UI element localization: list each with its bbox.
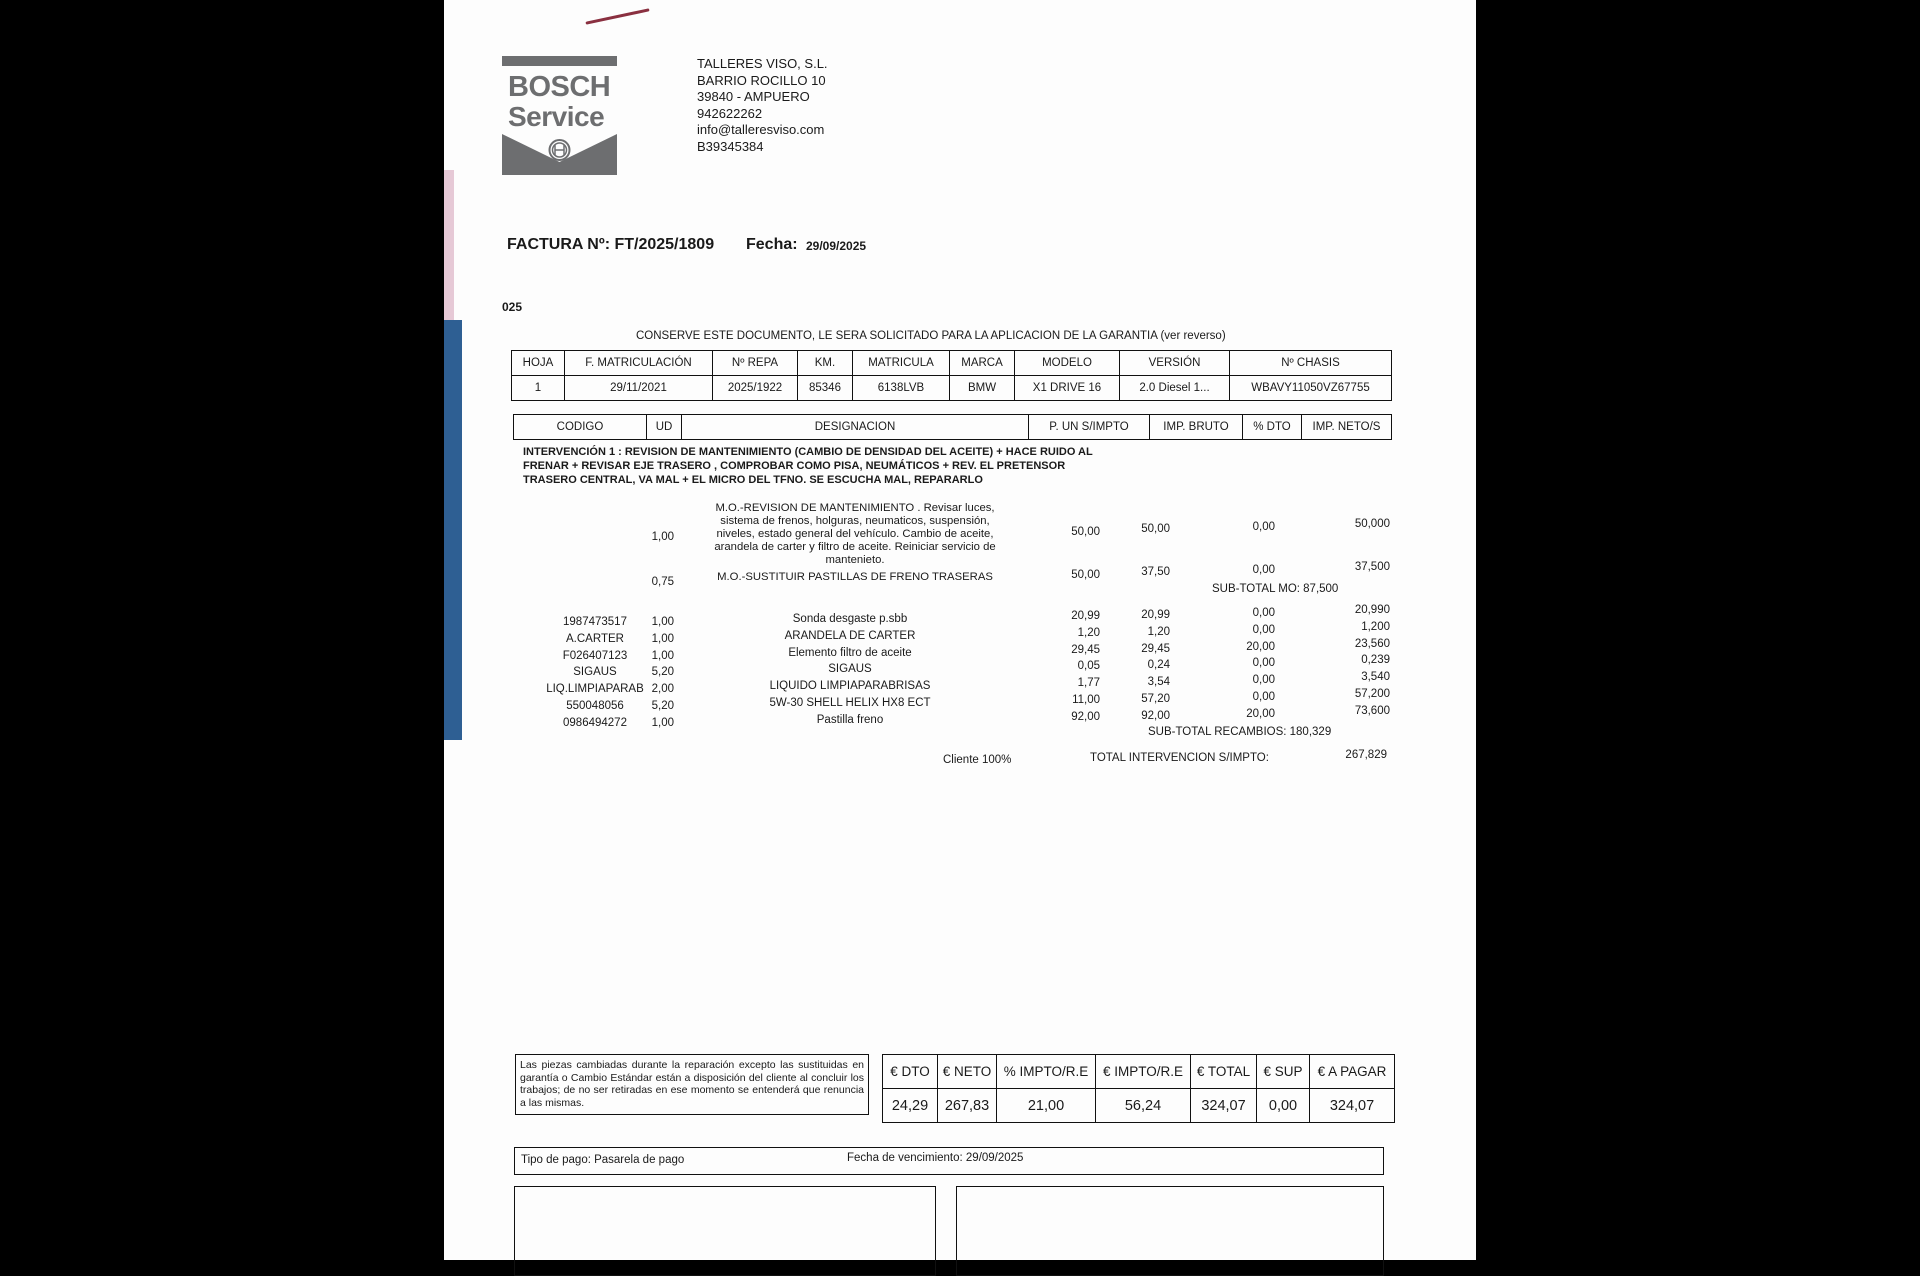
labor-description-line: M.O.-REVISION DE MANTENIMIENTO . Revisar luces,: [715, 502, 995, 514]
vehicle-header-cell: F. MATRICULACIÓN: [565, 351, 713, 376]
vehicle-value-cell: BMW: [950, 376, 1015, 401]
labor-gross: 37,50: [1141, 566, 1170, 578]
part-description: SIGAUS: [828, 663, 872, 676]
lines-header-cell: P. UN S/IMPTO: [1029, 415, 1150, 440]
part-description: 5W-30 SHELL HELIX HX8 ECT: [769, 697, 931, 709]
part-gross: 1,20: [1147, 625, 1170, 638]
vehicle-table: [511, 350, 1392, 401]
part-description: ARANDELA DE CARTER: [784, 629, 916, 642]
part-ud: 1,00: [651, 649, 674, 662]
part-ud: 5,20: [651, 666, 674, 679]
labor-description: [690, 502, 1020, 567]
part-gross: 20,99: [1141, 609, 1170, 621]
part-net: 57,200: [1354, 688, 1390, 700]
part-dto: 20,00: [1246, 640, 1275, 653]
totals-header-cell: € SUP: [1257, 1055, 1310, 1089]
labor-net: 37,500: [1354, 561, 1390, 573]
totals-header-cell: € DTO: [883, 1055, 938, 1089]
part-ud: 1,00: [651, 632, 674, 645]
signature-box-left: [514, 1186, 936, 1276]
intervention-title-line: INTERVENCIÓN 1 : REVISION DE MANTENIMIENTO (CAMBIO DE DENSIDAD DEL ACEITE) + HACE RUIDO AL: [523, 446, 1093, 458]
totals-header-row: [883, 1055, 1395, 1089]
part-net: 1,200: [1361, 620, 1390, 633]
part-dto: 0,00: [1252, 607, 1275, 619]
part-description: Sonda desgaste p.sbb: [792, 613, 908, 625]
part-description: LIQUIDO LIMPIAPARABRISAS: [769, 680, 931, 693]
part-price: 29,45: [1071, 643, 1100, 656]
totals-header-cell: € NETO: [938, 1055, 997, 1089]
lines-header-cell: DESIGNACION: [682, 415, 1029, 440]
part-price: 20,99: [1071, 610, 1100, 622]
part-net: 23,560: [1354, 637, 1390, 650]
total-intervention-label: TOTAL INTERVENCION S/IMPTO:: [1090, 752, 1269, 764]
part-price: 0,05: [1077, 660, 1100, 673]
labor-description-line: niveles, estado general del vehículo. Cambio de aceite,: [716, 528, 994, 540]
part-price: 1,20: [1077, 626, 1100, 639]
totals-value-row: [883, 1089, 1395, 1123]
part-ud: 1,00: [651, 716, 674, 729]
lines-header-cell: CODIGO: [514, 415, 647, 440]
part-code: A.CARTER: [566, 632, 624, 645]
bosch-emblem-icon: [502, 134, 617, 175]
part-net: 20,990: [1354, 604, 1390, 616]
part-code: LIQ.LIMPIAPARAB: [546, 683, 644, 696]
vehicle-value-cell: 2.0 Diesel 1...: [1120, 376, 1230, 401]
labor-description: [690, 571, 1020, 584]
lines-header-cell: UD: [647, 415, 682, 440]
totals-value-cell: 21,00: [997, 1089, 1096, 1123]
side-mark: 025: [502, 300, 523, 314]
total-intervention-value: 267,829: [1345, 749, 1387, 761]
labor-net: 50,000: [1354, 518, 1390, 530]
intervention-title: [523, 445, 1093, 487]
signature-box-right: [956, 1186, 1384, 1276]
client-share: Cliente 100%: [943, 754, 1012, 766]
totals-table: [882, 1054, 1395, 1123]
vehicle-header-cell: MATRICULA: [853, 351, 950, 376]
totals-value-cell: 56,24: [1096, 1089, 1191, 1123]
part-code: 0986494272: [563, 716, 627, 729]
lines-header-cell: % DTO: [1243, 415, 1302, 440]
part-net: 73,600: [1354, 704, 1390, 717]
logo-text-bosch: BOSCH: [508, 71, 611, 103]
totals-value-cell: 324,07: [1310, 1089, 1395, 1123]
labor-ud: 0,75: [651, 576, 674, 588]
totals-header-cell: % IMPTO/R.E: [997, 1055, 1096, 1089]
part-net: 0,239: [1361, 654, 1390, 667]
part-dto: 0,00: [1252, 674, 1275, 687]
vehicle-value-cell: WBAVY11050VZ67755: [1230, 376, 1392, 401]
part-code: F026407123: [562, 649, 628, 662]
intervention-title-line: TRASERO CENTRAL, VA MAL + EL MICRO DEL TFNO. SE ESCUCHA MAL, REPARARLO: [523, 474, 983, 486]
logo-bar: [502, 56, 617, 66]
invoice-date: 29/09/2025: [806, 239, 867, 253]
vehicle-header-cell: MODELO: [1015, 351, 1120, 376]
vehicle-value-cell: 85346: [798, 376, 853, 401]
part-ud: 1,00: [651, 616, 674, 628]
labor-description-line: sistema de frenos, holguras, neumaticos, suspensión,: [720, 515, 990, 527]
intervention-title-line: FRENAR + REVISAR EJE TRASERO , COMPROBAR COMO PISA, NEUMÁTICOS + REV. EL PRETENSOR: [523, 460, 1066, 472]
labor-ud: 1,00: [651, 531, 674, 543]
part-price: 11,00: [1072, 694, 1100, 706]
part-gross: 92,00: [1141, 709, 1170, 722]
part-dto: 0,00: [1252, 623, 1275, 636]
totals-value-cell: 24,29: [883, 1089, 938, 1123]
totals-value-cell: 324,07: [1191, 1089, 1257, 1123]
vehicle-header-cell: VERSIÓN: [1120, 351, 1230, 376]
totals-header-cell: € TOTAL: [1191, 1055, 1257, 1089]
subtotal-parts: SUB-TOTAL RECAMBIOS: 180,329: [1148, 726, 1332, 738]
invoice-date-label: Fecha:: [746, 236, 798, 253]
totals-header-cell: € A PAGAR: [1310, 1055, 1395, 1089]
company-cif: B39345384: [697, 138, 764, 154]
part-gross: 0,24: [1147, 659, 1170, 672]
company-city: 39840 - AMPUERO: [697, 89, 810, 104]
payment-type: Tipo de pago: Pasarela de pago: [521, 1154, 685, 1166]
part-ud: 5,20: [651, 700, 674, 712]
vehicle-value-cell: 1: [512, 376, 565, 401]
part-code: 550048056: [566, 700, 624, 712]
part-price: 92,00: [1071, 710, 1100, 723]
company-address: BARRIO ROCILLO 10: [697, 72, 826, 88]
logo-text-service: Service: [508, 101, 605, 132]
part-gross: 3,54: [1147, 676, 1170, 689]
invoice-number: FACTURA Nº: FT/2025/1809: [507, 236, 715, 253]
company-name: TALLERES VISO, S.L.: [697, 56, 828, 71]
company-phone: 942622262: [697, 105, 763, 121]
vehicle-value-cell: 6138LVB: [853, 376, 950, 401]
labor-price: 50,00: [1071, 569, 1100, 581]
part-dto: 20,00: [1246, 707, 1275, 720]
labor-price: 50,00: [1071, 526, 1100, 538]
vehicle-value-cell: 29/11/2021: [565, 376, 713, 401]
vehicle-header-cell: Nº REPA: [713, 351, 798, 376]
labor-gross: 50,00: [1141, 523, 1170, 535]
part-description: Elemento filtro de aceite: [788, 646, 912, 659]
background-edge: [444, 170, 454, 330]
lines-header-table: [513, 414, 1392, 440]
vehicle-header-cell: HOJA: [512, 351, 565, 376]
lines-header-cell: IMP. NETO/S: [1302, 415, 1392, 440]
lines-header-row: [514, 415, 1392, 440]
part-code: 1987473517: [563, 616, 627, 628]
company-info: [697, 56, 828, 155]
vehicle-value-cell: 2025/1922: [713, 376, 798, 401]
labor-description-line: mantenieto.: [825, 554, 885, 566]
labor-dto: 0,00: [1252, 564, 1275, 576]
totals-value-cell: 267,83: [938, 1089, 997, 1123]
vehicle-value-row: [512, 376, 1392, 401]
part-net: 3,540: [1361, 671, 1390, 684]
part-gross: 57,20: [1141, 693, 1170, 705]
part-ud: 2,00: [651, 683, 674, 696]
part-dto: 0,00: [1252, 691, 1275, 703]
totals-header-cell: € IMPTO/R.E: [1096, 1055, 1191, 1089]
part-description: Pastilla freno: [816, 713, 884, 726]
background-edge: [444, 320, 462, 740]
legal-notice: Las piezas cambiadas durante la reparación excepto las sustituidas en garantía o Cambio Estándar están a disposición del cliente al concluir los trabajos; de no ser retiradas en ese momento se entenderá que renuncia a las mismas.: [515, 1054, 869, 1115]
vehicle-header-cell: Nº CHASIS: [1230, 351, 1392, 376]
company-email: info@talleresviso.com: [697, 122, 825, 137]
vehicle-header-cell: MARCA: [950, 351, 1015, 376]
part-price: 1,77: [1077, 677, 1100, 690]
totals-value-cell: 0,00: [1257, 1089, 1310, 1123]
payment-due-date: Fecha de vencimiento: 29/09/2025: [847, 1152, 1024, 1164]
payment-box: [514, 1147, 1384, 1175]
bosch-service-logo: [502, 56, 617, 175]
labor-dto: 0,00: [1252, 521, 1275, 533]
part-code: SIGAUS: [573, 666, 617, 679]
part-gross: 29,45: [1141, 642, 1170, 655]
vehicle-value-cell: X1 DRIVE 16: [1015, 376, 1120, 401]
labor-description-line: arandela de carter y filtro de aceite. Reiniciar servicio de: [714, 541, 996, 553]
subtotal-labor: SUB-TOTAL MO: 87,500: [1212, 583, 1339, 595]
warranty-note: CONSERVE ESTE DOCUMENTO, LE SERA SOLICITADO PARA LA APLICACION DE LA GARANTIA (ver reverso): [636, 330, 1226, 342]
vehicle-header-row: [512, 351, 1392, 376]
part-dto: 0,00: [1252, 657, 1275, 670]
labor-description-line: M.O.-SUSTITUIR PASTILLAS DE FRENO TRASERAS: [717, 571, 993, 583]
lines-header-cell: IMP. BRUTO: [1150, 415, 1243, 440]
vehicle-header-cell: KM.: [798, 351, 853, 376]
